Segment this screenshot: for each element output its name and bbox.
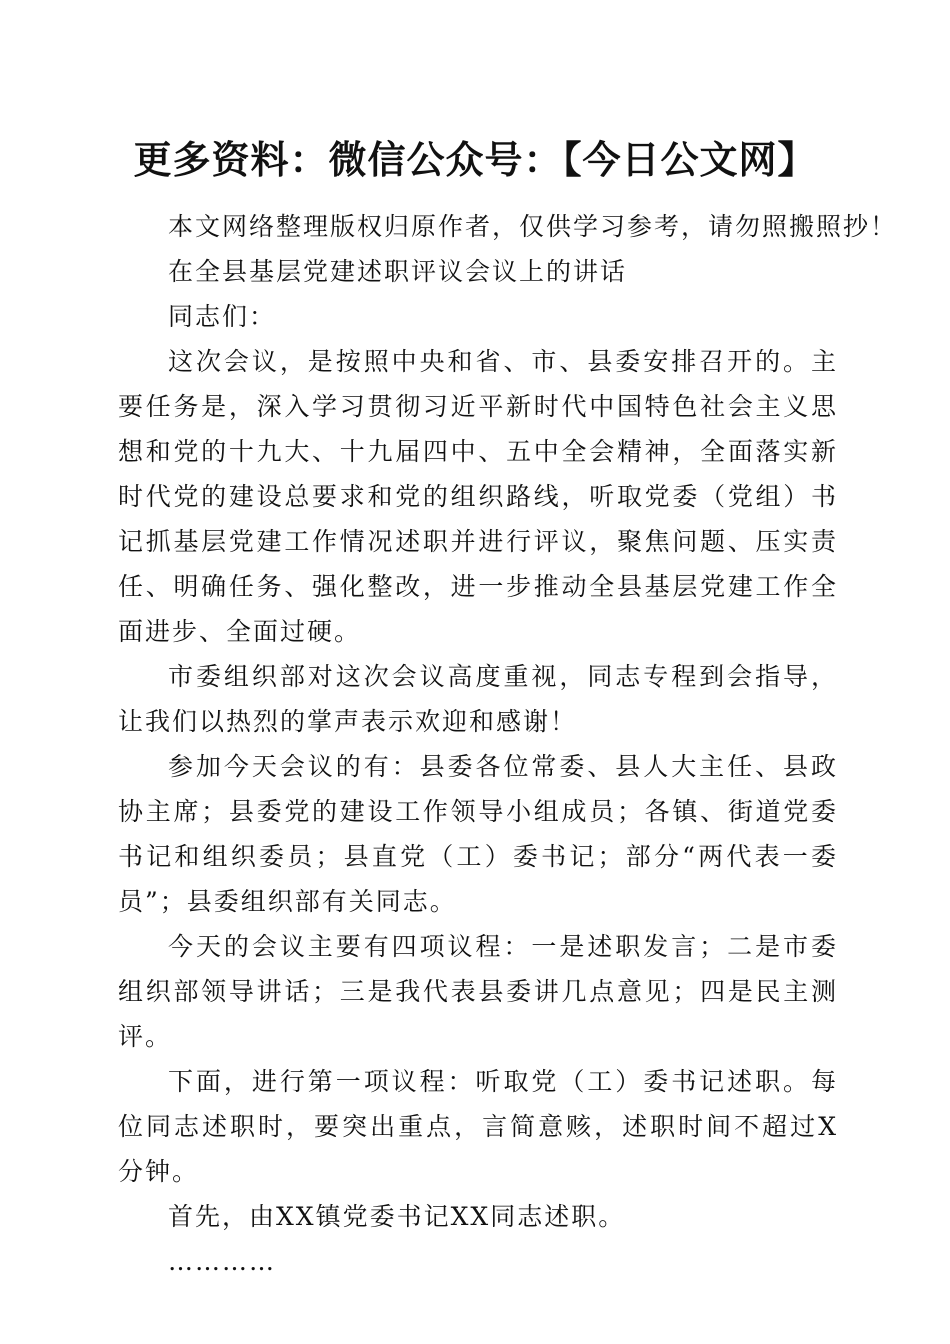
paragraph: 这次会议，是按照中央和省、市、县委安排召开的。主要任务是，深入学习贯彻习近平新时代中国特色社会主义思想和党的十九大、十九届四中、五中全会精神，全面落实新时代党的建设总要求和党的组织路线，听取党委（党组）书记抓基层党建工作情况述职并进行评议，聚焦问题、压实责任、明确任务、强化整改，进一步推动全县基层党建工作全面进步、全面过硬。 [118, 347, 838, 646]
copyright-notice: 本文网络整理版权归原作者，仅供学习参考，请勿照搬照抄！ [168, 212, 898, 241]
paragraph: 首先，由XX镇党委书记XX同志述职。 [168, 1202, 626, 1231]
ellipsis: ………… [168, 1247, 276, 1276]
speech-title: 在全县基层党建述职评议会议上的讲话 [168, 257, 628, 286]
paragraph: 参加今天会议的有：县委各位常委、县人大主任、县政协主席；县委党的建设工作领导小组成员；各镇、街道党委书记和组织委员；县直党（工）委书记；部分“两代表一委员”；县委组织部有关同志。 [118, 752, 838, 916]
salutation: 同志们： [168, 302, 277, 331]
paragraph: 市委组织部对这次会议高度重视，同志专程到会指导，让我们以热烈的掌声表示欢迎和感谢！ [118, 662, 838, 736]
paragraph: 今天的会议主要有四项议程：一是述职发言；二是市委组织部领导讲话；三是我代表县委讲几点意见；四是民主测评。 [118, 932, 838, 1051]
page-title: 更多资料：微信公众号：【今日公文网】 [133, 137, 817, 182]
paragraph: 下面，进行第一项议程：听取党（工）委书记述职。每位同志述职时，要突出重点，言简意赅，述职时间不超过X分钟。 [118, 1067, 838, 1186]
document-body [118, 204, 898, 1284]
